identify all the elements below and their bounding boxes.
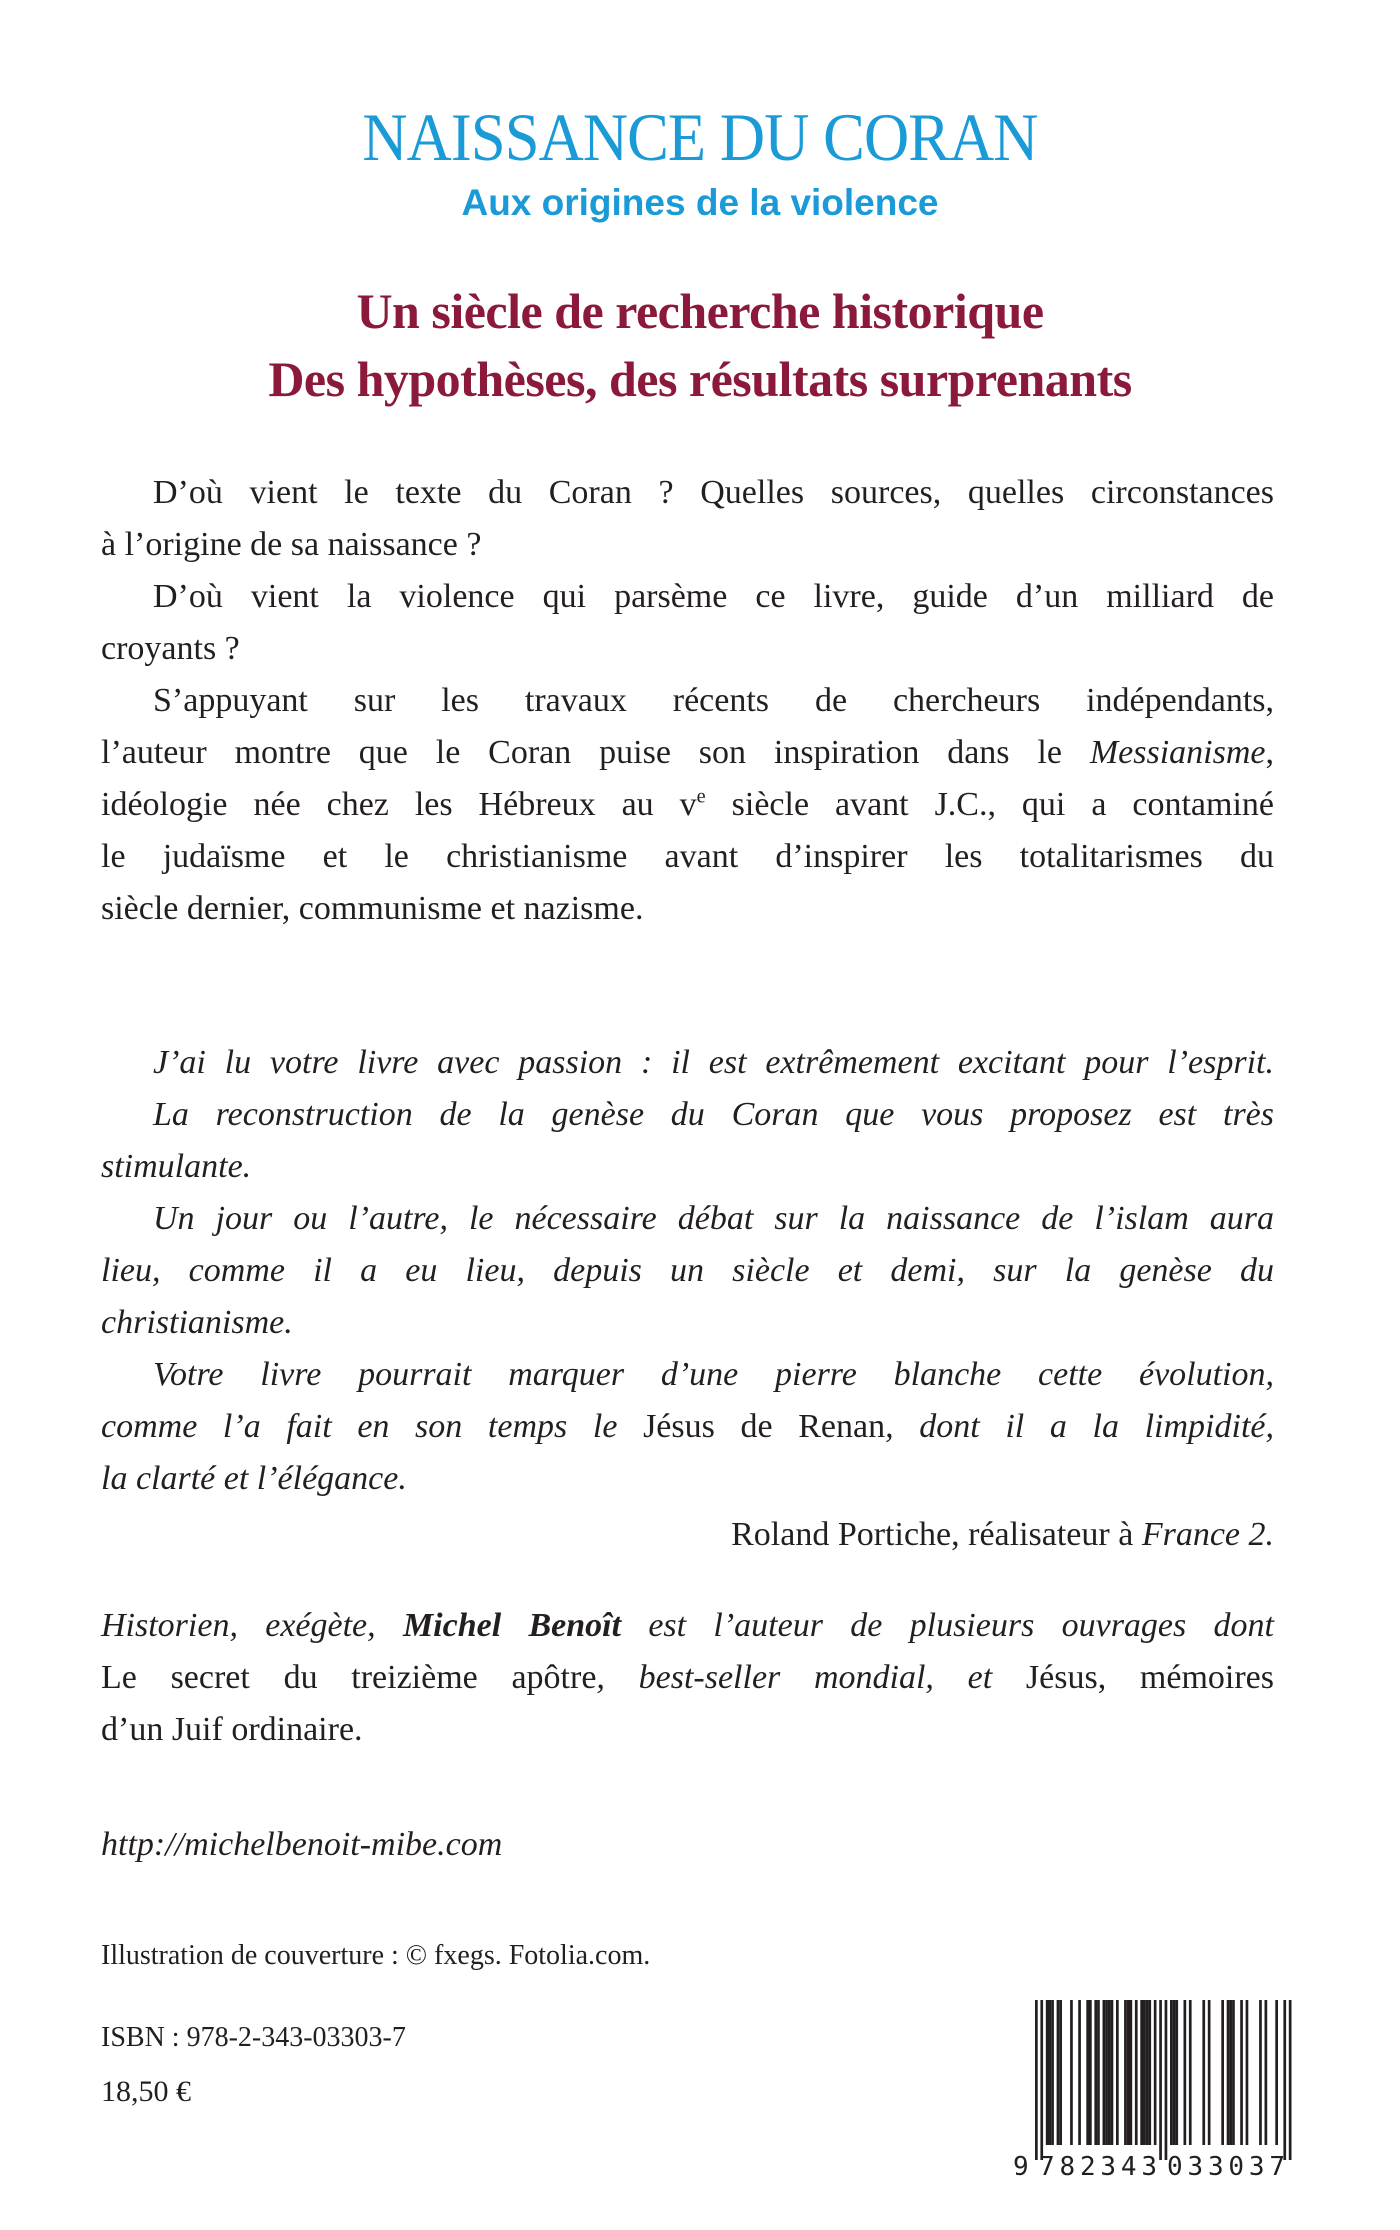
barcode-digits-left: 782343 (1039, 2152, 1157, 2182)
barcode-bar (1086, 2000, 1089, 2145)
barcode-bar (1170, 2000, 1173, 2145)
bio-line (101, 1600, 1274, 1652)
author-bio (101, 1600, 1274, 1756)
barcode-bar (1208, 2000, 1211, 2145)
price: 18,50 € (101, 2075, 191, 2108)
blurb-line (101, 779, 1274, 831)
barcode-bar (1175, 2000, 1178, 2145)
barcode-bar (1105, 2000, 1108, 2145)
blurb-line: le judaïsme et le christianisme avant d’inspirer les totalitarismes du (101, 838, 1274, 875)
review-quote (101, 1037, 1274, 1565)
quote-line: J’ai lu votre livre avec passion : il est extrêmement excitant pour l’esprit. (153, 1044, 1274, 1081)
barcode-bar (1127, 2000, 1130, 2145)
barcode-bar (1232, 2000, 1235, 2145)
blurb-line: D’où vient la violence qui parsème ce livre, guide d’un milliard de (153, 578, 1274, 615)
barcode-bar (1289, 2000, 1292, 2160)
barcode-bar (1146, 2000, 1149, 2145)
author-website-link[interactable]: http://michelbenoit-mibe.com (101, 1826, 503, 1863)
barcode-bar (1148, 2000, 1151, 2145)
barcode-bar (1265, 2000, 1268, 2145)
text: Historien, exégète, (101, 1607, 403, 1644)
quote-line: La reconstruction de la genèse du Coran que vous proposez est très (153, 1096, 1274, 1133)
barcode-bar (1173, 2000, 1176, 2145)
blurb-line: à l’origine de sa naissance ? (101, 526, 482, 563)
blurb (101, 467, 1274, 935)
text: , (1265, 734, 1274, 771)
text: idéologie née chez les Hébreux au v (101, 786, 697, 823)
barcode-bar (1059, 2000, 1062, 2145)
quote-line: Votre livre pourrait marquer d’une pierre blanche cette évolution, (153, 1356, 1274, 1393)
signature-channel: France 2. (1141, 1516, 1274, 1553)
barcode-bar (1221, 2000, 1224, 2145)
blurb-line: D’où vient le texte du Coran ? Quelles sources, quelles circonstances (153, 474, 1274, 511)
barcode-bar (1130, 2000, 1133, 2145)
barcode-bar (1089, 2000, 1092, 2145)
book-title-1: Le secret du treizième apôtre (101, 1659, 597, 1696)
barcode-bar (1240, 2000, 1243, 2145)
barcode-bar (1189, 2000, 1192, 2145)
barcode-digits-right: 033037 (1167, 2152, 1285, 2182)
barcode-bar (1227, 2000, 1230, 2145)
bio-line (101, 1652, 1274, 1704)
bio-line (101, 1704, 1274, 1756)
tagline-2: Des hypothèses, des résultats surprenants (268, 351, 1132, 407)
book-title-2: Jésus, mémoires (1025, 1659, 1274, 1696)
barcode-bar (1116, 2000, 1119, 2145)
blurb-line: S’appuyant sur les travaux récents de chercheurs indépendants, (153, 682, 1274, 719)
barcode-bar (1229, 2000, 1232, 2145)
barcode-bar (1035, 2000, 1038, 2160)
barcode-bar (1283, 2000, 1286, 2160)
blurb-line: croyants ? (101, 630, 240, 667)
text: comme l’a fait en son temps le (101, 1408, 644, 1445)
barcode-bar (1154, 2000, 1157, 2145)
barcode-bar (1070, 2000, 1073, 2145)
book-title: NAISSANCE DU CORAN (362, 99, 1038, 175)
quote-line: lieu, comme il a eu lieu, depuis un siècle et demi, sur la genèse du (101, 1252, 1274, 1289)
book-subtitle: Aux origines de la violence (461, 182, 939, 223)
superscript: e (696, 785, 706, 808)
quote-line: christianisme. (101, 1304, 293, 1341)
quote-line: Un jour ou l’autre, le nécessaire débat sur la naissance de l’islam aura (153, 1200, 1274, 1237)
quote-signature (101, 1505, 1274, 1565)
barcode-bar (1103, 2000, 1106, 2145)
text: , best-seller mondial, et (596, 1659, 1026, 1696)
quote-line: la clarté et l’élégance. (101, 1460, 407, 1497)
barcode-bar (1259, 2000, 1262, 2145)
quote-line: stimulante. (101, 1148, 252, 1185)
barcode-bar (1135, 2000, 1138, 2145)
emphasis: Messianisme (1089, 734, 1266, 771)
barcode-bar (1057, 2000, 1060, 2145)
illustration-credit: Illustration de couverture : © fxegs. Fotolia.com. (101, 1940, 651, 1971)
barcode-bar (1275, 2000, 1278, 2145)
isbn: ISBN : 978-2-343-03303-7 (101, 2022, 406, 2053)
text: . (354, 1711, 363, 1748)
book-ref: Jésus de Renan (643, 1408, 886, 1445)
barcode-bar (1097, 2000, 1100, 2145)
book-title-2-cont: d’un Juif ordinaire (101, 1711, 355, 1748)
barcode-bar (1140, 2000, 1143, 2145)
barcode-bar (1165, 2000, 1168, 2160)
barcode-bar (1202, 2000, 1205, 2145)
text: est l’auteur de plusieurs ouvrages dont (621, 1607, 1274, 1644)
barcode-bar (1108, 2000, 1111, 2145)
barcode-bars (1035, 2000, 1292, 2160)
barcode-bar (1124, 2000, 1127, 2145)
signature-text: Roland Portiche, réalisateur à (731, 1516, 1142, 1553)
barcode-bar (1159, 2000, 1162, 2160)
blurb-line: siècle dernier, communisme et nazisme. (101, 890, 644, 927)
barcode-bar (1040, 2000, 1043, 2160)
author-name: Michel Benoît (402, 1607, 622, 1644)
barcode-bar (1049, 2000, 1052, 2145)
text: , dont il a la limpidité, (885, 1408, 1274, 1445)
barcode-bar (1094, 2000, 1097, 2145)
barcode-bar (1184, 2000, 1187, 2145)
text: l’auteur montre que le Coran puise son inspiration dans le (101, 734, 1090, 771)
barcode-bar (1246, 2000, 1249, 2145)
text: siècle avant J.C., qui a contaminé (705, 786, 1274, 823)
barcode-bar (1111, 2000, 1114, 2145)
barcode-bar (1051, 2000, 1054, 2145)
barcode-bar (1078, 2000, 1081, 2145)
barcode-bar (1143, 2000, 1146, 2145)
quote-line (101, 1401, 1274, 1453)
blurb-line (101, 727, 1274, 779)
barcode-digit-first: 9 (1013, 2152, 1029, 2182)
tagline-1: Un siècle de recherche historique (356, 283, 1044, 339)
barcode-bar (1046, 2000, 1049, 2145)
barcode (1005, 1975, 1305, 2195)
